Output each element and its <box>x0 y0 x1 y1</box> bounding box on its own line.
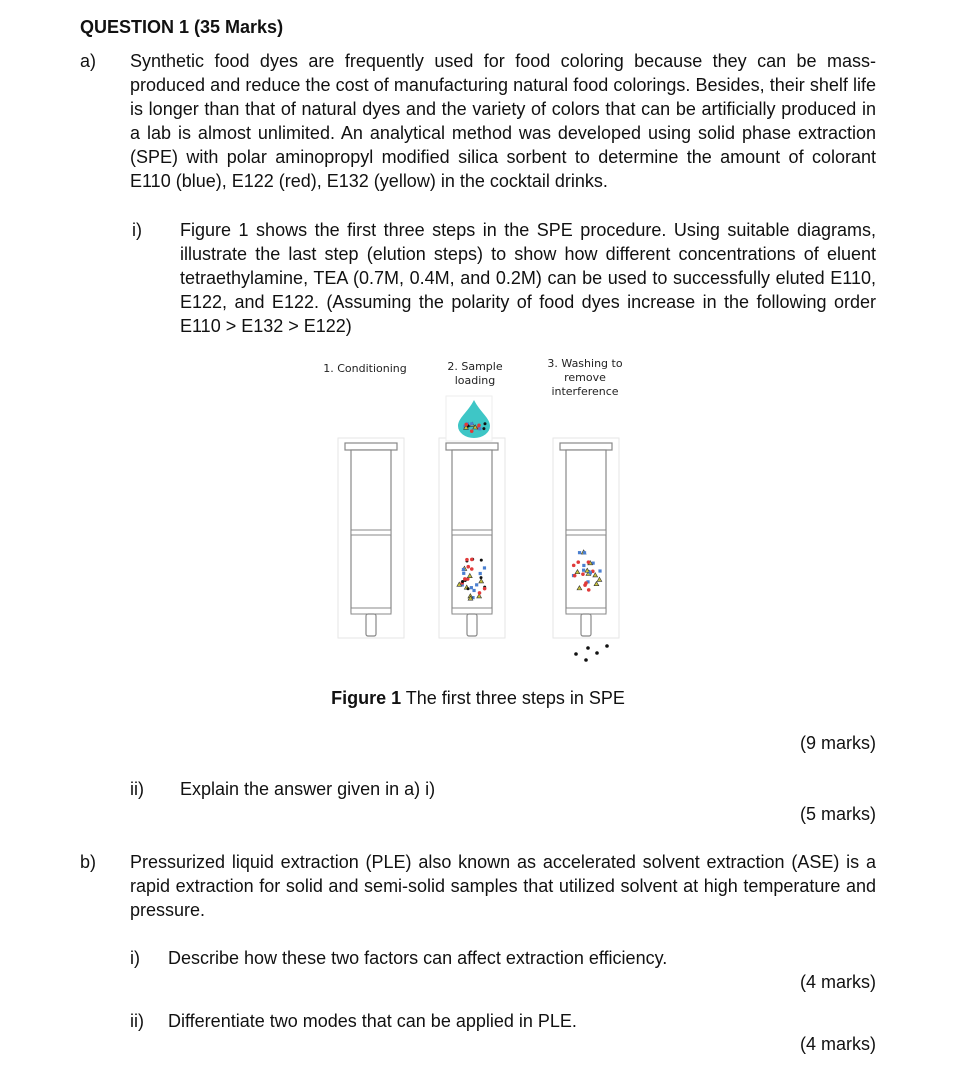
cartridge-2-tip <box>467 614 477 636</box>
part-a-i-text: Figure 1 shows the first three steps in the SPE procedure. Using suitable diagrams, illustrate the last step (elution steps) to show how different concentrations of eluent tetraethylamine, TEA (0.7M, 0.4M, and 0.2M) can be used to successfully eluted E110, E122, and E122. (Assuming the polarity of food dyes increase in the following order E110 > E132 > E122) <box>180 220 876 336</box>
part-b-text: Pressurized liquid extraction (PLE) also known as accelerated solvent extraction (ASE) is a rapid extraction for solid and semi-solid samples that utilized solvent at high temperature and pressure. <box>130 852 876 920</box>
part-b-i-marks: (4 marks) <box>800 972 876 992</box>
drop-interference <box>482 427 485 430</box>
cartridge-3-blue-dye <box>583 551 586 554</box>
cartridge-2-red-dye <box>478 591 482 595</box>
cartridge-2-frit <box>452 530 492 535</box>
cartridge-2-red-dye <box>483 587 487 591</box>
spe-steps-figure <box>310 350 640 670</box>
cartridge-2-red-dye <box>470 567 474 571</box>
cartridge-2-blue-dye <box>470 586 473 589</box>
cartridge-2-top-cap <box>446 443 498 450</box>
drop-blue-dye <box>470 422 473 425</box>
cartridge-3-red-dye <box>581 572 585 576</box>
step-1-label: 1. Conditioning <box>323 362 407 375</box>
cartridge-3-red-dye <box>573 574 577 578</box>
question-title: QUESTION 1 (35 Marks) <box>80 17 284 37</box>
cartridge-2-blue-dye <box>475 583 478 586</box>
cartridge-2-blue-dye <box>472 589 475 592</box>
cartridge-3-blue-dye <box>582 564 585 567</box>
drop-blue-dye <box>478 427 481 430</box>
cartridge-2-interference <box>480 559 483 562</box>
drop-red-dye <box>470 429 474 433</box>
eluted-interference <box>574 652 578 656</box>
cartridge-2-interference <box>466 587 469 590</box>
part-a-i-marks: (9 marks) <box>800 733 876 753</box>
cartridge-3-red-dye <box>572 564 576 568</box>
drop-red-dye <box>464 423 468 427</box>
figure-caption-text: The first three steps in SPE <box>401 688 625 708</box>
part-b-i-label: i) <box>130 948 140 968</box>
cartridge-3-bottom-frit <box>566 608 606 614</box>
cartridge-3-frit <box>566 530 606 535</box>
drop-red-dye <box>477 423 481 427</box>
figure-caption <box>0 686 956 710</box>
cartridge-3-red-dye <box>576 560 580 564</box>
cartridge-3-blue-dye <box>582 569 585 572</box>
part-a-ii-label: ii) <box>130 779 144 799</box>
cartridge-3-top-cap <box>560 443 612 450</box>
cartridge-3-blue-dye <box>598 569 601 572</box>
eluted-interference <box>586 646 590 650</box>
cartridge-1-frit <box>351 530 391 535</box>
cartridge-1-tip <box>366 614 376 636</box>
cartridge-1-top-cap <box>345 443 397 450</box>
part-b-ii-label: ii) <box>130 1011 144 1031</box>
part-b-ii-text: Differentiate two modes that can be applied in PLE. <box>168 1011 577 1031</box>
cartridge-2-interference <box>479 576 482 579</box>
part-b-label: b) <box>80 852 97 872</box>
cartridge-2-blue-dye <box>462 568 465 571</box>
drop-interference <box>483 422 486 425</box>
cartridge-3-blue-dye <box>589 571 592 574</box>
cartridge-2-red-dye <box>470 558 474 562</box>
part-a-text: Synthetic food dyes are frequently used for food coloring because they can be mass-produced and reduce the cost of manufacturing natural food colorings. Besides, their shelf life is longer than that of natural dyes and the variety of colors that can be artificially produced in a lab is almost unlimited. An analytical method was developed using solid phase extraction (SPE) with polar aminopropyl modified silica sorbent to determine the amount of colorant E110 (blue), E122 (red), E132 (yellow) in the cocktail drinks. <box>130 51 876 191</box>
cartridge-2-red-dye <box>465 558 469 562</box>
cartridge-3-red-dye <box>584 581 588 585</box>
cartridge-3-red-dye <box>587 560 591 564</box>
figure-caption-number: Figure 1 <box>331 688 402 708</box>
cartridge-2-blue-dye <box>483 566 486 569</box>
eluted-interference <box>584 658 588 662</box>
cartridge-2-interference <box>461 580 464 583</box>
cartridge-3-blue-dye <box>578 551 581 554</box>
cartridge-2-bottom-frit <box>452 608 492 614</box>
cartridge-3-red-dye <box>587 588 591 592</box>
part-a-label: a) <box>80 51 97 71</box>
cartridge-2-red-dye <box>466 565 470 569</box>
cartridge-3-tip <box>581 614 591 636</box>
eluted-interference <box>605 644 609 648</box>
step-3-label: 3. Washing to remove interference <box>547 357 623 398</box>
eluted-interference <box>595 651 599 655</box>
part-a-ii-text: Explain the answer given in a) i) <box>180 779 436 799</box>
part-a-ii-marks: (5 marks) <box>800 804 876 824</box>
cartridge-2-blue-dye <box>462 572 465 575</box>
part-a-i-label: i) <box>132 220 142 240</box>
part-b-ii-marks: (4 marks) <box>800 1034 876 1054</box>
part-b-i-text: Describe how these two factors can affect extraction efficiency. <box>168 948 668 968</box>
step-2-label: 2. Sample loading <box>447 360 503 387</box>
cartridge-1-bottom-frit <box>351 608 391 614</box>
cartridge-2-blue-dye <box>479 572 482 575</box>
